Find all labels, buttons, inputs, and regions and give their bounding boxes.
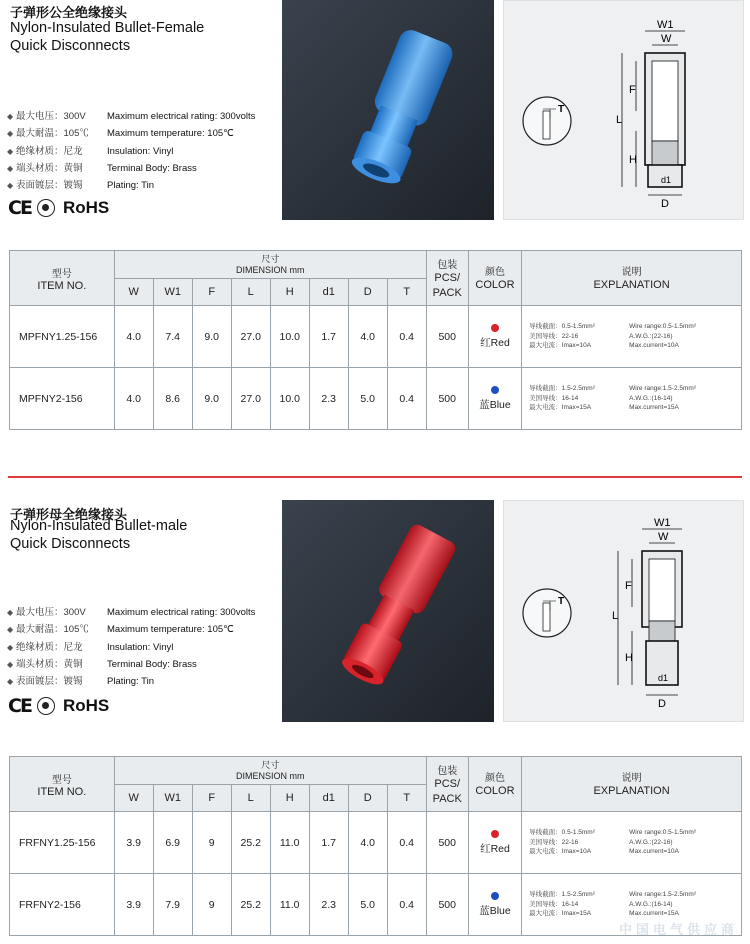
label-w: W (658, 531, 669, 543)
red-dot-icon (491, 324, 499, 332)
ce-mark: CE (8, 695, 31, 717)
label-d: D (658, 698, 666, 710)
item-number: FRFNY1.25-156 (10, 812, 115, 874)
cell-w: 3.9 (114, 812, 153, 874)
blue-dot-icon (491, 386, 499, 394)
spec-en: Terminal Body: Brass (107, 162, 197, 174)
label-d1: d1 (658, 673, 669, 683)
bullet-icon: ◆ (7, 181, 14, 191)
col-d1: d1 (309, 785, 348, 812)
bullet-icon: ◆ (7, 625, 14, 635)
spec-en: Plating: Tin (107, 676, 154, 688)
cell-h: 10.0 (270, 368, 309, 430)
bullet-icon: ◆ (7, 659, 14, 669)
spec-cn: 最大耐温：105℃ (16, 624, 89, 636)
spec-cn: 表面镀层：镀锡 (16, 180, 83, 192)
col-t: T (387, 279, 426, 306)
cell-f: 9 (192, 812, 231, 874)
cell-h: 10.0 (270, 306, 309, 368)
cell-w1: 7.4 (153, 306, 192, 368)
cell-d: 4.0 (348, 306, 387, 368)
bullet-icon: ◆ (7, 677, 14, 687)
col-w: W (114, 785, 153, 812)
rohs-mark: RoHS (62, 696, 110, 715)
certification-seal-icon (37, 697, 55, 715)
header-color: 颜色 COLOR (468, 251, 521, 306)
label-f: F (629, 84, 636, 96)
col-f: F (192, 785, 231, 812)
cell-pack: 500 (426, 368, 468, 430)
col-w1: W1 (153, 279, 192, 306)
cell-color: 红Red (468, 812, 521, 874)
product-photo (282, 0, 494, 220)
cell-f: 9.0 (192, 368, 231, 430)
rohs-mark: RoHS (62, 198, 110, 217)
label-h: H (629, 154, 637, 166)
cell-f: 9 (192, 874, 231, 936)
watermark: 中国电气供应商 (618, 922, 738, 937)
cell-f: 9.0 (192, 306, 231, 368)
product-title-cn: 子弹形公全绝缘接头 (10, 5, 128, 20)
blue-dot-icon (491, 892, 499, 900)
spec-en: Maximum electrical rating: 300volts (107, 607, 256, 618)
col-f: F (192, 279, 231, 306)
bullet-icon: ◆ (7, 129, 14, 139)
header-pack: 包装 PCS/ PACK (426, 251, 468, 306)
label-l: L (616, 114, 623, 126)
header-dimension: 尺寸 DIMENSION mm (114, 757, 426, 785)
cell-w1: 7.9 (153, 874, 192, 936)
cell-t: 0.4 (387, 368, 426, 430)
spec-en: Insulation: Vinyl (107, 641, 174, 653)
spec-cn: 端头材质：黄铜 (16, 162, 83, 174)
label-f: F (625, 580, 632, 592)
cell-d1: 2.3 (309, 874, 348, 936)
table-header-row (10, 251, 742, 279)
product-title-cn: 子弹形母全绝缘接头 (10, 507, 128, 522)
product-subtitle-en: Quick Disconnects (10, 38, 131, 54)
cell-w1: 8.6 (153, 368, 192, 430)
cell-d: 4.0 (348, 812, 387, 874)
label-t: T (558, 596, 565, 607)
label-d: D (661, 198, 669, 210)
spec-cn: 表面镀层：镀锡 (16, 676, 83, 688)
spec-cn: 最大电压：300V (16, 111, 86, 122)
cell-l: 27.0 (231, 368, 270, 430)
cell-h: 11.0 (270, 874, 309, 936)
spec-cn: 最大耐温：105℃ (16, 128, 89, 140)
spec-en: Plating: Tin (107, 180, 154, 192)
cell-color: 蓝Blue (468, 368, 521, 430)
certification-seal-icon (37, 199, 55, 217)
spec-cn: 绝缘材质：尼龙 (16, 145, 83, 157)
product-title-en: Nylon-Insulated Bullet-Female (10, 20, 205, 36)
dimension-diagram (503, 500, 744, 722)
dimension-diagram (503, 0, 744, 220)
table-header-row (10, 757, 742, 785)
cell-pack: 500 (426, 306, 468, 368)
cell-d: 5.0 (348, 874, 387, 936)
cell-d1: 1.7 (309, 812, 348, 874)
cell-l: 27.0 (231, 306, 270, 368)
label-w1: W1 (657, 19, 674, 31)
item-number: FRFNY2-156 (10, 874, 115, 936)
spec-en: Terminal Body: Brass (107, 658, 197, 670)
col-d: D (348, 279, 387, 306)
spec-en: Maximum electrical rating: 300volts (107, 111, 256, 122)
bullet-icon: ◆ (7, 112, 14, 121)
cell-t: 0.4 (387, 306, 426, 368)
col-h: H (270, 785, 309, 812)
spec-cn: 端头材质：黄铜 (16, 658, 83, 670)
col-d: D (348, 785, 387, 812)
cell-explanation: 导线截面：0.5-1.5mm² Wire range:0.5-1.5mm² 美国导线：22-16 A.W.G.:(22-16) 最大电流：Imax=10A Max.current=10A (522, 812, 742, 874)
cell-w: 4.0 (114, 306, 153, 368)
header-explanation: 说明 EXPLANATION (522, 757, 742, 812)
spec-en: Insulation: Vinyl (107, 145, 174, 157)
cell-pack: 500 (426, 812, 468, 874)
cell-d1: 1.7 (309, 306, 348, 368)
cell-t: 0.4 (387, 812, 426, 874)
spec-en: Maximum temperature: 105℃ (107, 128, 234, 140)
cell-w: 3.9 (114, 874, 153, 936)
spec-table (9, 250, 742, 430)
bullet-icon: ◆ (7, 642, 14, 652)
label-d1: d1 (661, 175, 672, 185)
header-dimension: 尺寸 DIMENSION mm (114, 251, 426, 279)
header-color: 颜色 COLOR (468, 757, 521, 812)
cell-h: 11.0 (270, 812, 309, 874)
label-h: H (625, 652, 633, 664)
red-dot-icon (491, 830, 499, 838)
cell-explanation: 导线截面：0.5-1.5mm² Wire range:0.5-1.5mm² 美国导线：22-16 A.W.G.:(22-16) 最大电流：Imax=10A Max.current=10A (522, 306, 742, 368)
col-l: L (231, 279, 270, 306)
cell-l: 25.2 (231, 874, 270, 936)
spec-en: Maximum temperature: 105℃ (107, 624, 234, 636)
col-w: W (114, 279, 153, 306)
cell-l: 25.2 (231, 812, 270, 874)
certification-marks (8, 694, 109, 718)
product-photo (282, 500, 494, 722)
cell-w1: 6.9 (153, 812, 192, 874)
cell-color: 红Red (468, 306, 521, 368)
spec-table (9, 756, 742, 936)
bullet-icon: ◆ (7, 608, 14, 617)
product-subtitle-en: Quick Disconnects (10, 536, 131, 552)
table-row (10, 306, 742, 368)
header-explanation: 说明 EXPLANATION (522, 251, 742, 306)
certification-marks (8, 196, 109, 220)
cell-explanation: 导线截面：1.5-2.5mm² Wire range:1.5-2.5mm² 美国导线：16-14 A.W.G.:(16-14) 最大电流：Imax=15A Max.current=15A (522, 368, 742, 430)
bullet-icon: ◆ (7, 146, 14, 156)
item-number: MPFNY1.25-156 (10, 306, 115, 368)
col-t: T (387, 785, 426, 812)
cell-w: 4.0 (114, 368, 153, 430)
cell-pack: 500 (426, 874, 468, 936)
product-title-en: Nylon-Insulated Bullet-male (10, 518, 188, 534)
item-number: MPFNY2-156 (10, 368, 115, 430)
spec-cn: 最大电压：300V (16, 607, 86, 618)
cell-explanation: 导线截面：1.5-2.5mm² Wire range:1.5-2.5mm² 美国导线：16-14 A.W.G.:(16-14) 最大电流：Imax=15A Max.current=15A (522, 874, 742, 936)
cell-d: 5.0 (348, 368, 387, 430)
cell-t: 0.4 (387, 874, 426, 936)
label-l: L (612, 610, 619, 622)
table-row (10, 368, 742, 430)
col-h: H (270, 279, 309, 306)
cell-color: 蓝Blue (468, 874, 521, 936)
col-w1: W1 (153, 785, 192, 812)
table-row (10, 812, 742, 874)
cell-d1: 2.3 (309, 368, 348, 430)
label-t: T (558, 104, 565, 115)
header-item: 型号 ITEM NO. (10, 251, 115, 306)
label-w: W (661, 33, 672, 45)
spec-cn: 绝缘材质：尼龙 (16, 641, 83, 653)
col-d1: d1 (309, 279, 348, 306)
label-w1: W1 (654, 517, 671, 529)
header-item: 型号 ITEM NO. (10, 757, 115, 812)
section-divider (8, 476, 742, 478)
header-pack: 包装 PCS/ PACK (426, 757, 468, 812)
col-l: L (231, 785, 270, 812)
bullet-icon: ◆ (7, 163, 14, 173)
ce-mark: CE (8, 197, 31, 219)
